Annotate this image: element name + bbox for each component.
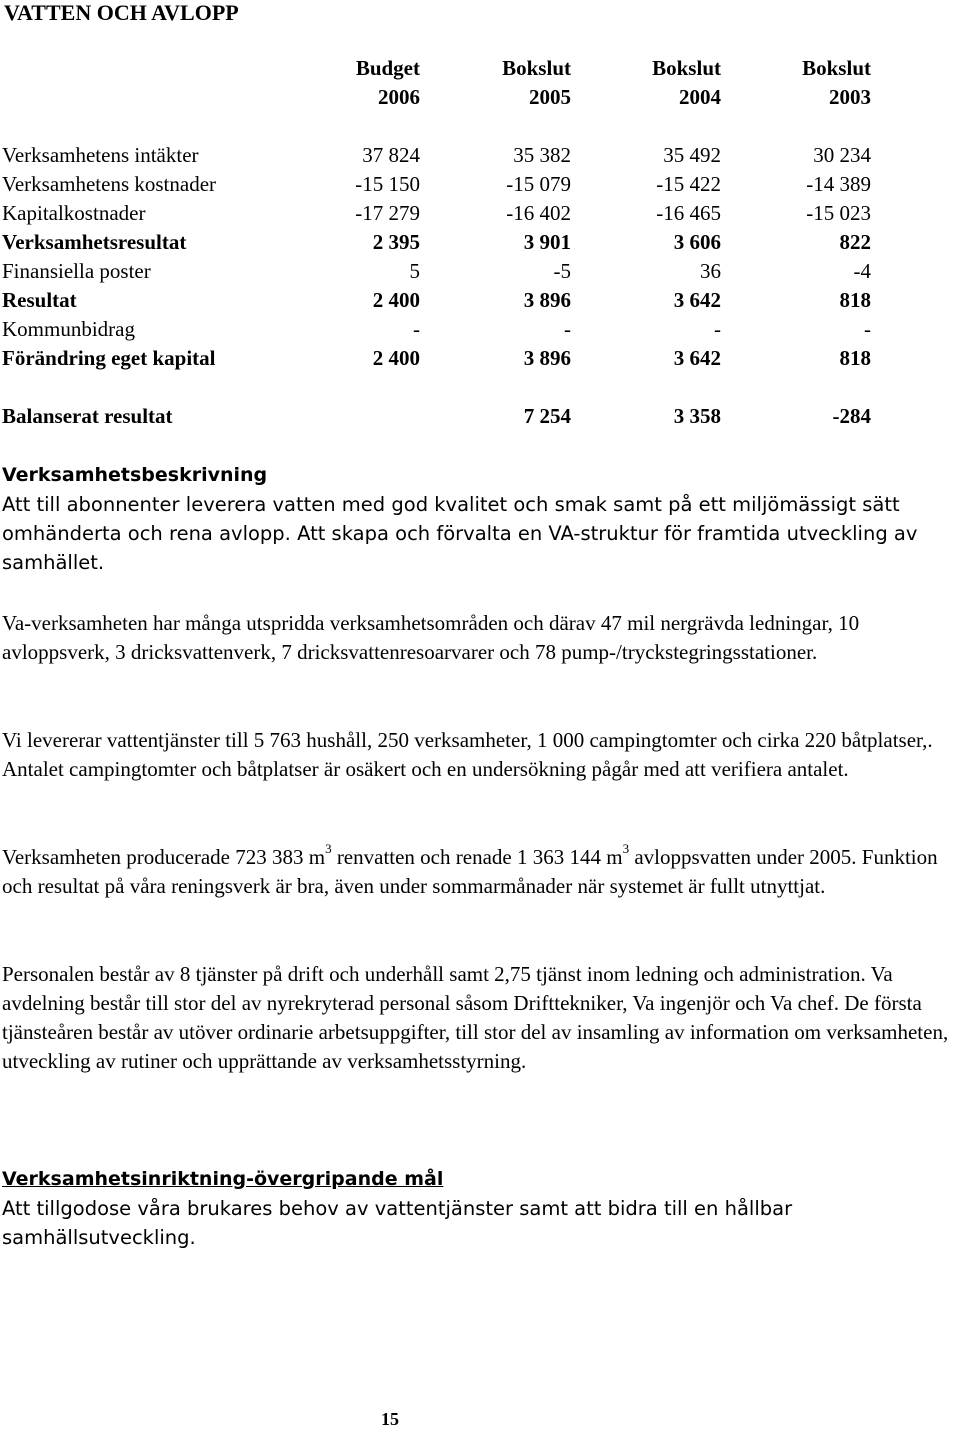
row-label: Förändring eget kapital: [2, 346, 216, 370]
row-value: 5: [409, 259, 420, 283]
paragraph: Personalen består av 8 tjänster på drift och underhåll samt 2,75 tjänst inom ledning och administration. Va avdelning består till stor del av nyrekryterad personal såsom Drifttekniker, Va ingenjör och Va chef. De första tjänsteåren består av utöver ordinarie arbetsuppgifter, till stor del av insamling av information om verksamheten, utveckling av rutiner och upprättande av verksamhetsstyrning.: [2, 962, 949, 1073]
row-value: -4: [853, 259, 871, 283]
row-value: 3 896: [523, 288, 571, 312]
table-row: [0, 199, 960, 228]
row-value: 30 234: [813, 143, 871, 167]
column-year: 2005: [529, 85, 571, 109]
row-label: Verksamhetens kostnader: [2, 172, 217, 196]
paragraph: Vi levererar vattentjänster till 5 763 hushåll, 250 verksamheter, 1 000 campingtomter och cirka 220 båtplatser,. Antalet campingtomter och båtplatser är osäkert och en undersökning pågår med att verifiera antalet.: [2, 728, 933, 781]
table-row: [0, 228, 960, 257]
row-value: 2 400: [372, 288, 420, 312]
page-number: 15: [381, 1409, 399, 1429]
row-value: -16 465: [656, 201, 721, 225]
description-section: [2, 461, 958, 577]
table-row: [0, 170, 960, 199]
row-value: -5: [553, 259, 571, 283]
row-value: -17 279: [355, 201, 420, 225]
description-text: Att till abonnenter leverera vatten med god kvalitet och smak samt på ett miljömässigt sätt omhänderta och rena avlopp. Att skapa och förvalta en VA-struktur för framtida utveckling av samhället.: [2, 493, 918, 574]
row-value: 3 896: [523, 346, 571, 370]
row-value: -15 079: [506, 172, 571, 196]
goals-text: Att tillgodose våra brukares behov av vattentjänster samt att bidra till en hållbar samhällsutveckling.: [2, 1197, 793, 1249]
table-row: [0, 315, 960, 344]
row-value: -15 150: [355, 172, 420, 196]
row-value: -15 023: [806, 201, 871, 225]
column-year: 2006: [378, 85, 420, 109]
row-value: -: [864, 317, 871, 341]
superscript: 3: [622, 841, 630, 856]
table-row: [0, 286, 960, 315]
row-label: Resultat: [2, 288, 77, 312]
column-header: Bokslut: [652, 56, 721, 80]
page-title: VATTEN OCH AVLOPP: [4, 0, 239, 25]
section-heading: Verksamhetsbeskrivning: [2, 464, 268, 486]
row-value: -284: [832, 404, 871, 428]
table-row: [0, 141, 960, 170]
row-value: -: [714, 317, 721, 341]
row-label: Finansiella poster: [2, 259, 151, 283]
paragraph: Va-verksamheten har många utspridda verksamhetsområden och därav 47 mil nergrävda ledningar, 10 avloppsverk, 3 dricksvattenverk, 7 dricksvattenresoarvarer och 78 pump-/tryckstegringsstationer.: [2, 611, 860, 664]
row-value: 3 358: [673, 404, 721, 428]
row-value: -15 422: [656, 172, 721, 196]
paragraph-part: renvatten och renade 1 363 144 m: [331, 845, 623, 869]
column-year: 2003: [829, 85, 871, 109]
column-header: Bokslut: [502, 56, 571, 80]
row-value: -: [413, 317, 420, 341]
row-value: 36: [700, 259, 721, 283]
row-value: -16 402: [506, 201, 571, 225]
row-value: 35 492: [663, 143, 721, 167]
row-value: 818: [839, 288, 871, 312]
row-value: 2 400: [372, 346, 420, 370]
table-header-label-row: [0, 54, 960, 83]
row-value: 7 254: [523, 404, 571, 428]
superscript: 3: [325, 841, 332, 856]
table-row: [0, 344, 960, 373]
paragraph-production: [2, 843, 958, 901]
row-value: 3 901: [523, 230, 571, 254]
row-label: Kapitalkostnader: [2, 201, 146, 225]
row-label: Balanserat resultat: [2, 404, 173, 428]
financial-table: [0, 54, 960, 431]
table-row: [0, 257, 960, 286]
row-value: 822: [839, 230, 871, 254]
column-header: Budget: [355, 56, 420, 80]
row-label: Kommunbidrag: [2, 317, 135, 341]
row-value: 2 395: [372, 230, 420, 254]
column-year: 2004: [679, 85, 721, 109]
row-label: Verksamhetsresultat: [2, 230, 187, 254]
table-header-year-row: [0, 83, 960, 112]
row-value: -: [564, 317, 571, 341]
row-value: 3 642: [673, 288, 721, 312]
row-value: 818: [839, 346, 871, 370]
paragraph-part: avloppsvatten under 2005. Funktion och resultat på våra reningsverk är bra, även under sommarmånader när systemet är fullt utnyttjat.: [2, 845, 938, 898]
table-row-balance: [0, 402, 960, 431]
column-header: Bokslut: [802, 56, 871, 80]
row-value: 3 642: [673, 346, 721, 370]
row-value: 37 824: [362, 143, 420, 167]
row-value: 3 606: [673, 230, 721, 254]
goals-section: [2, 1165, 958, 1252]
row-value: -14 389: [806, 172, 871, 196]
paragraph-part: Verksamheten producerade 723 383 m: [2, 845, 326, 869]
row-label: Verksamhetens intäkter: [2, 143, 199, 167]
section-heading: Verksamhetsinriktning-övergripande mål: [2, 1168, 444, 1190]
row-value: 35 382: [513, 143, 571, 167]
